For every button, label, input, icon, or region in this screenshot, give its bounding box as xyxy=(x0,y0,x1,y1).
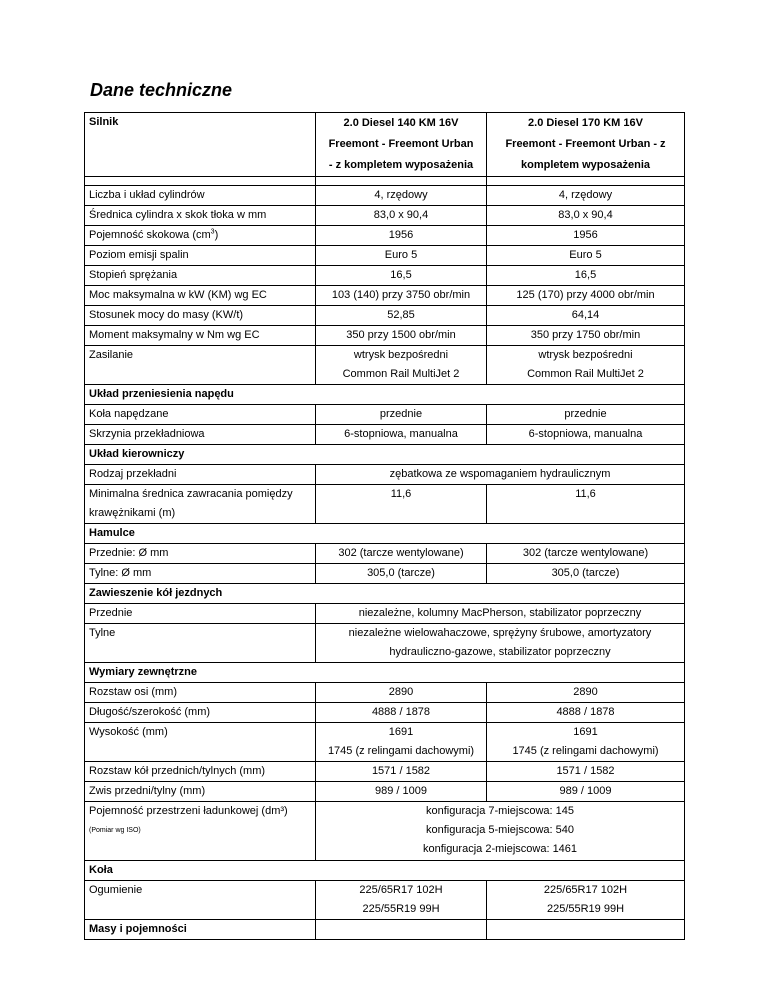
row-value-1: 4, rzędowy xyxy=(316,186,487,206)
row-value-1: 989 / 1009 xyxy=(316,782,487,802)
table-row xyxy=(85,226,685,246)
row-label: Skrzynia przekładniowa xyxy=(85,425,316,445)
row-value-2: 6-stopniowa, manualna xyxy=(487,425,685,445)
row-label: Stosunek mocy do masy (KW/t) xyxy=(85,306,316,326)
row-value-1: 2890 xyxy=(316,683,487,703)
row-value-merged: niezależne, kolumny MacPherson, stabilizator poprzeczny xyxy=(316,604,685,624)
row-value-2 xyxy=(487,881,685,920)
table-row xyxy=(85,286,685,306)
fuel-system-1: wtrysk bezpośredni xyxy=(353,349,449,361)
section-row xyxy=(85,445,685,465)
table-row xyxy=(85,802,685,861)
engine-col1-line2: Freemont - Freemont Urban xyxy=(328,138,474,150)
displacement-sup: 3 xyxy=(210,228,215,236)
row-label: Moment maksymalny w Nm wg EC xyxy=(85,326,316,346)
page-title: Dane techniczne xyxy=(90,80,233,100)
drivetrain-header: Układ przeniesienia napędu xyxy=(85,385,685,405)
section-row xyxy=(85,584,685,604)
row-label: Liczba i układ cylindrów xyxy=(85,186,316,206)
section-row xyxy=(85,385,685,405)
tyre-value-1: 225/65R17 102H xyxy=(359,884,443,896)
fuel-system-2: wtrysk bezpośredni xyxy=(538,349,633,361)
row-value-2: 125 (170) przy 4000 obr/min xyxy=(487,286,685,306)
row-value-1: 305,0 (tarcze) xyxy=(316,564,487,584)
table-row xyxy=(85,465,685,485)
row-value-2 xyxy=(487,723,685,762)
row-value-2: 64,14 xyxy=(487,306,685,326)
row-value-2: 16,5 xyxy=(487,266,685,286)
row-value-2 xyxy=(487,346,685,385)
row-value-1: 350 przy 1500 obr/min xyxy=(316,326,487,346)
row-value-2: 83,0 x 90,4 xyxy=(487,206,685,226)
row-value-2: 989 / 1009 xyxy=(487,782,685,802)
engine-col2-header xyxy=(487,113,685,177)
table-row xyxy=(85,564,685,584)
row-value-2: 4, rzędowy xyxy=(487,186,685,206)
tyre-value-1b: 225/55R19 99H xyxy=(362,903,440,915)
table-row xyxy=(85,604,685,624)
section-row xyxy=(85,861,685,881)
row-value-1: 11,6 xyxy=(316,485,487,524)
table-row xyxy=(85,246,685,266)
steering-header: Układ kierowniczy xyxy=(85,445,685,465)
table-row xyxy=(85,723,685,762)
table-row xyxy=(85,683,685,703)
engine-col2-line2: Freemont - Freemont Urban - z xyxy=(505,138,666,150)
row-value-2: 350 przy 1750 obr/min xyxy=(487,326,685,346)
spec-table xyxy=(84,112,685,940)
row-value-2: 1571 / 1582 xyxy=(487,762,685,782)
engine-header-row xyxy=(85,113,685,177)
row-value-1: 1571 / 1582 xyxy=(316,762,487,782)
row-label: Przednie: Ø mm xyxy=(85,544,316,564)
row-label xyxy=(85,226,316,246)
row-value-2: 1956 xyxy=(487,226,685,246)
section-row xyxy=(85,663,685,683)
row-value-1 xyxy=(316,723,487,762)
engine-header: Silnik xyxy=(85,113,316,177)
table-row xyxy=(85,306,685,326)
cargo-note: (Pomiar wg ISO) xyxy=(89,827,141,834)
height-value-2b: 1745 (z relingami dachowymi) xyxy=(512,745,659,757)
table-row xyxy=(85,920,685,940)
row-value-2: Euro 5 xyxy=(487,246,685,266)
row-value-1: 6-stopniowa, manualna xyxy=(316,425,487,445)
row-label: Przednie xyxy=(85,604,316,624)
table-row xyxy=(85,782,685,802)
row-value-merged xyxy=(316,802,685,861)
table-row xyxy=(85,703,685,723)
row-value-1: 1956 xyxy=(316,226,487,246)
table-row xyxy=(85,326,685,346)
row-value-2: 2890 xyxy=(487,683,685,703)
rear-suspension-line2: hydrauliczno-gazowe, stabilizator poprzeczny xyxy=(389,646,611,658)
row-label: Rodzaj przekładni xyxy=(85,465,316,485)
wheels-header: Koła xyxy=(85,861,685,881)
cargo-value-2: konfiguracja 2-miejscowa: 1461 xyxy=(422,843,578,855)
height-value-1b: 1745 (z relingami dachowymi) xyxy=(327,745,475,757)
row-label: Rozstaw kół przednich/tylnych (mm) xyxy=(85,762,316,782)
table-row xyxy=(85,425,685,445)
table-row xyxy=(85,624,685,663)
row-value-1: przednie xyxy=(316,405,487,425)
row-label: Średnica cylindra x skok tłoka w mm xyxy=(85,206,316,226)
row-value-1: 4888 / 1878 xyxy=(316,703,487,723)
suspension-header: Zawieszenie kół jezdnych xyxy=(85,584,685,604)
table-row xyxy=(85,346,685,385)
table-row xyxy=(85,177,685,186)
tyre-value-2: 225/65R17 102H xyxy=(543,884,628,896)
table-row xyxy=(85,485,685,524)
row-value-2: przednie xyxy=(487,405,685,425)
dimensions-header: Wymiary zewnętrzne xyxy=(85,663,685,683)
table-row xyxy=(85,186,685,206)
displacement-label: Pojemność skokowa (cm xyxy=(89,229,211,241)
row-label: Długość/szerokość (mm) xyxy=(85,703,316,723)
row-label: Tylne: Ø mm xyxy=(85,564,316,584)
row-value-1: 16,5 xyxy=(316,266,487,286)
engine-col1-header xyxy=(316,113,487,177)
table-row xyxy=(85,206,685,226)
row-label: Stopień sprężania xyxy=(85,266,316,286)
cargo-value-5: konfiguracja 5-miejscowa: 540 xyxy=(426,824,574,836)
row-value-1: 83,0 x 90,4 xyxy=(316,206,487,226)
table-row xyxy=(85,544,685,564)
tyre-value-2b: 225/55R19 99H xyxy=(546,903,625,915)
turn-label-1: Minimalna średnica zawracania pomiędzy xyxy=(89,488,293,500)
row-label: Poziom emisji spalin xyxy=(85,246,316,266)
row-value-1: 103 (140) przy 3750 obr/min xyxy=(316,286,487,306)
row-label xyxy=(85,802,316,861)
section-row xyxy=(85,524,685,544)
engine-col1-line3: - z kompletem wyposażenia xyxy=(328,159,474,171)
height-value-2: 1691 xyxy=(573,726,598,738)
row-label: Rozstaw osi (mm) xyxy=(85,683,316,703)
cargo-value-7: konfiguracja 7-miejscowa: 145 xyxy=(426,805,574,817)
row-value-2: 305,0 (tarcze) xyxy=(487,564,685,584)
rear-suspension-line1: niezależne wielowahaczowe, sprężyny śrubowe, amortyzatory xyxy=(348,627,652,639)
row-value-2: 4888 / 1878 xyxy=(487,703,685,723)
table-row xyxy=(85,881,685,920)
row-value-1 xyxy=(316,346,487,385)
engine-col2-line1: 2.0 Diesel 170 KM 16V xyxy=(528,117,643,129)
turn-label-2: krawężnikami (m) xyxy=(89,507,176,519)
row-label: Tylne xyxy=(85,624,316,663)
displacement-label-end: ) xyxy=(214,229,219,241)
row-value-merged xyxy=(316,624,685,663)
row-value-1 xyxy=(316,881,487,920)
row-value-2: 11,6 xyxy=(487,485,685,524)
fuel-system-1b: Common Rail MultiJet 2 xyxy=(342,368,460,380)
row-label: Wysokość (mm) xyxy=(85,723,316,762)
table-row xyxy=(85,405,685,425)
engine-col1-line1: 2.0 Diesel 140 KM 16V xyxy=(343,117,459,129)
row-label: Ogumienie xyxy=(85,881,316,920)
height-value-1: 1691 xyxy=(388,726,414,738)
row-label: Zasilanie xyxy=(85,346,316,385)
table-row xyxy=(85,762,685,782)
row-value-1: Euro 5 xyxy=(316,246,487,266)
table-row xyxy=(85,266,685,286)
cargo-label: Pojemność przestrzeni ładunkowej (dm³) xyxy=(89,805,288,817)
row-value-1: 302 (tarcze wentylowane) xyxy=(316,544,487,564)
row-label: Zwis przedni/tylny (mm) xyxy=(85,782,316,802)
row-label xyxy=(85,485,316,524)
row-label: Koła napędzane xyxy=(85,405,316,425)
brakes-header: Hamulce xyxy=(85,524,685,544)
row-value-1: 52,85 xyxy=(316,306,487,326)
row-value-2: 302 (tarcze wentylowane) xyxy=(487,544,685,564)
row-value-merged: zębatkowa ze wspomaganiem hydraulicznym xyxy=(316,465,685,485)
engine-col2-line3: kompletem wyposażenia xyxy=(521,159,650,171)
fuel-system-2b: Common Rail MultiJet 2 xyxy=(527,368,644,380)
row-label: Moc maksymalna w kW (KM) wg EC xyxy=(85,286,316,306)
masses-header: Masy i pojemności xyxy=(85,920,316,940)
